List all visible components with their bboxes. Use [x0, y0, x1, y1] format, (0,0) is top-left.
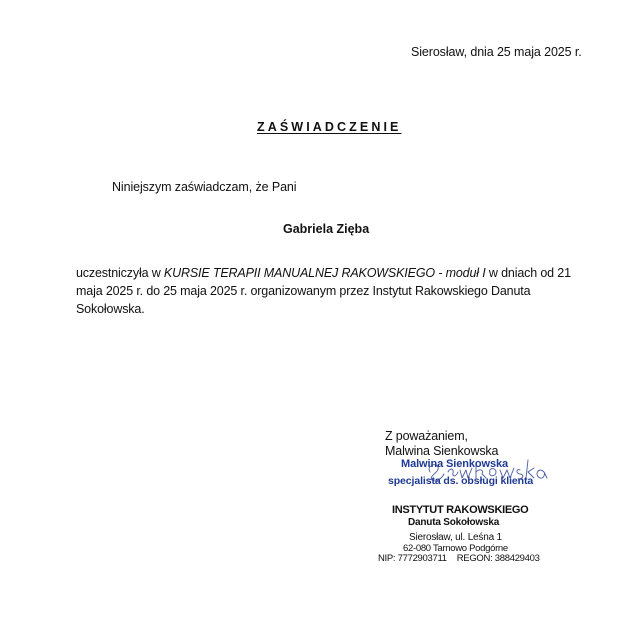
stamp-person-name: Malwina Sienkowska — [401, 458, 509, 470]
stamp-person-role: specjalista ds. obsługi klienta — [388, 475, 534, 487]
institution-owner: Danuta Sokołowska — [408, 517, 500, 528]
closing-salutation: Z poważaniem, — [385, 429, 468, 443]
closing-signer: Malwina Sienkowska — [385, 444, 499, 458]
body-text-part1: uczestniczyła w — [76, 266, 164, 280]
intro-text: Niniejszym zaświadczam, że Pani — [112, 180, 297, 194]
institution-regon: REGON: 388429403 — [456, 553, 540, 564]
institution-identifiers — [378, 553, 540, 564]
institution-name: INSTYTUT RAKOWSKIEGO — [392, 504, 529, 516]
course-name: KURSIE TERAPII MANUALNEJ RAKOWSKIEGO - moduł I — [163, 266, 486, 280]
body-text-part2: w dniach od 21 maja 2025 r. do 25 maja 2025 r. organizowanym przez Instytut Rakowskiego Danuta Sokołowska. — [76, 266, 571, 316]
handwritten-signature — [420, 450, 550, 490]
recipient-name: Gabriela Zięba — [283, 222, 370, 236]
institution-address-street: Sierosław, ul. Leśna 1 — [409, 532, 502, 543]
place-and-date: Sierosław, dnia 25 maja 2025 r. — [411, 45, 582, 59]
institution-address-postal: 62-080 Tarnowo Podgórne — [403, 543, 508, 554]
document-title: ZAŚWIADCZENIE — [257, 120, 402, 134]
institution-nip: NIP: 7772903711 — [378, 553, 447, 564]
certificate-body — [76, 264, 576, 318]
